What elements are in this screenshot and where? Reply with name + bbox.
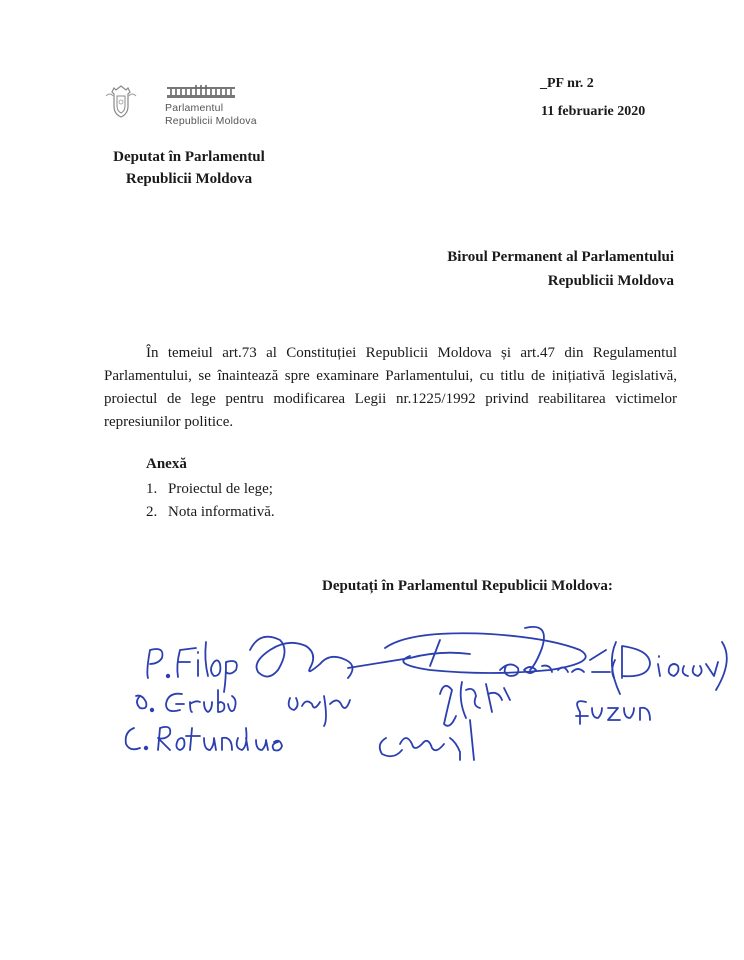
recipient-line-2: Republicii Moldova — [547, 273, 674, 289]
annex-item — [146, 478, 275, 501]
recipient-block — [447, 245, 674, 293]
annex-item-text: Proiectul de lege; — [168, 481, 273, 497]
parliament-building-icon — [165, 83, 237, 99]
logo-line-1: Parlamentul — [165, 102, 224, 114]
sender-line-1: Deputat în Parlamentul — [113, 149, 265, 165]
annex-list — [146, 478, 275, 524]
document-date: 11 februarie 2020 — [541, 104, 646, 119]
coat-of-arms-icon — [104, 82, 138, 120]
annex-item-number: 2. — [146, 504, 158, 520]
body-paragraph-block — [104, 342, 677, 434]
body-paragraph: În temeiul art.73 al Constituției Republicii Moldova și art.47 din Regulamentul Parlamentului, se înaintează spre examinare Parlamentului, cu titlu de inițiativă legislativă, proiectul de lege pentru modificarea Legii nr.1225/1992 privind reabilitarea victimelor represiunilor politice. — [104, 345, 677, 430]
logo-line-2: Republicii Moldova — [165, 115, 257, 127]
sender-block — [104, 146, 274, 190]
recipient-line-1: Biroul Permanent al Parlamentului — [447, 249, 674, 265]
annex-title: Anexă — [146, 456, 187, 472]
sender-line-2: Republicii Moldova — [125, 171, 253, 187]
logo-text — [165, 102, 257, 128]
annex-item-number: 1. — [146, 481, 158, 497]
signers-heading: Deputați în Parlamentul Republicii Moldova: — [322, 578, 613, 594]
annex-item — [146, 501, 275, 524]
annex-item-text: Nota informativă. — [168, 504, 275, 520]
document-reference: _PF nr. 2 — [540, 76, 594, 91]
handwritten-signatures — [110, 620, 730, 770]
